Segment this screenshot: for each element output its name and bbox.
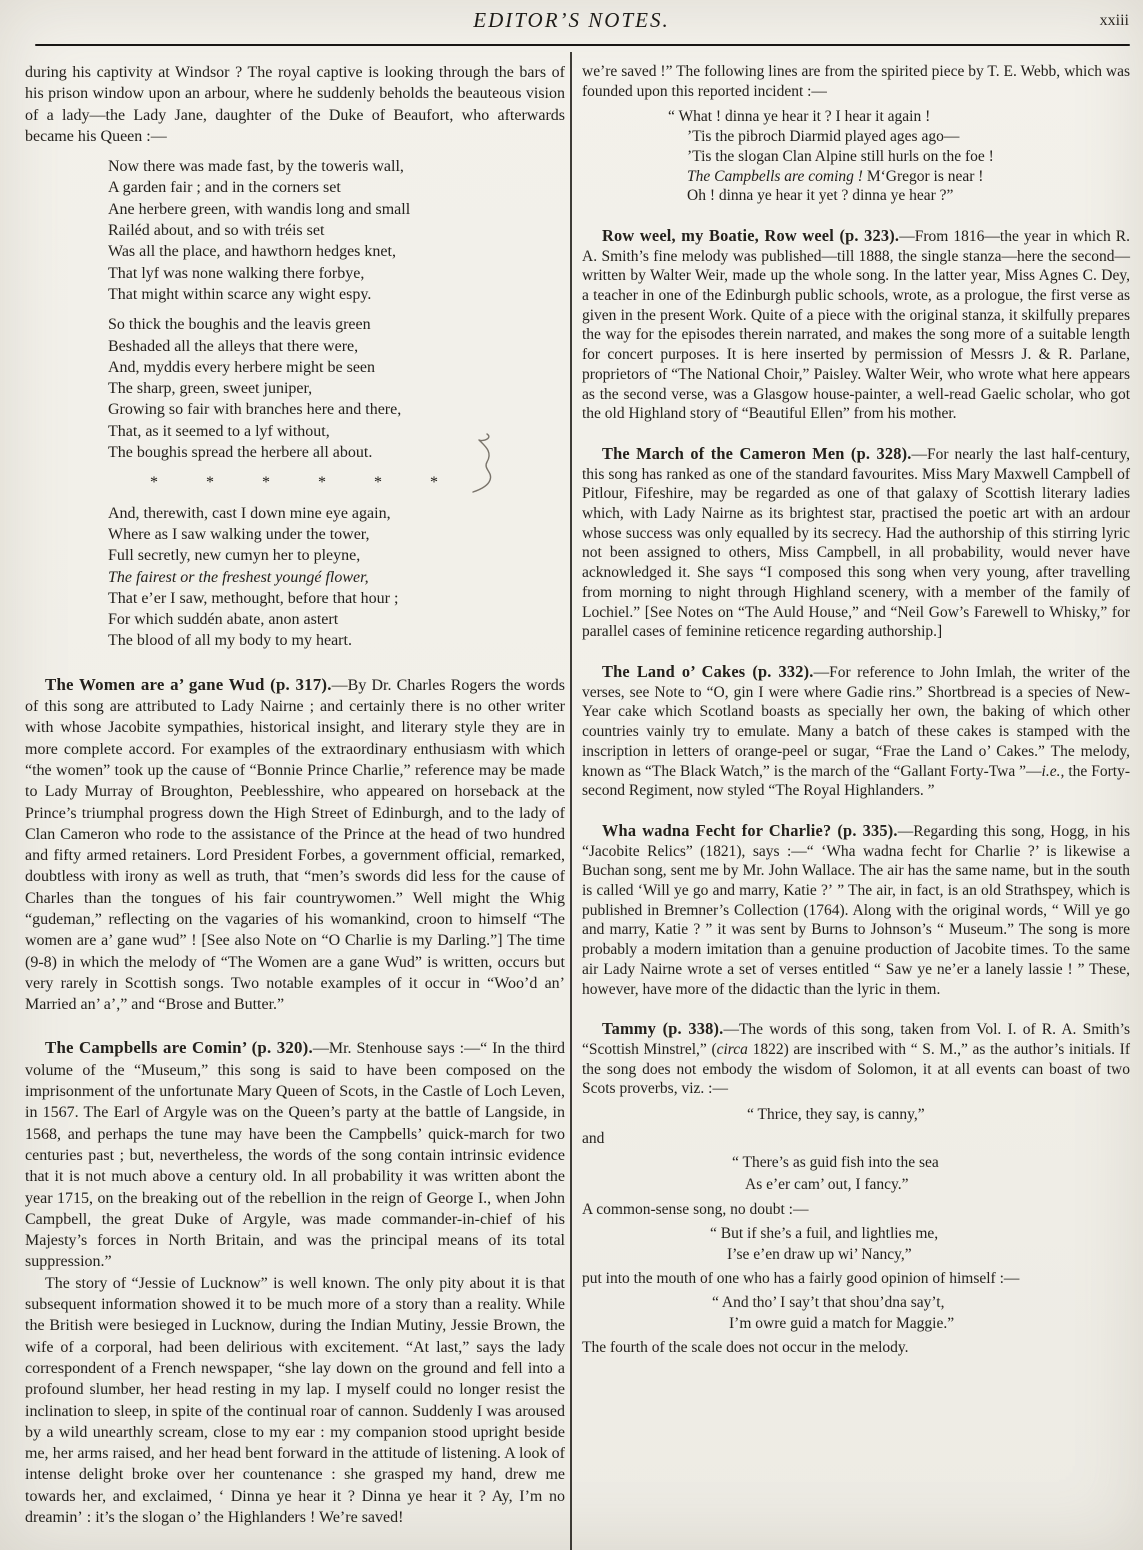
verse-line: That, as it seemed to a lyf without, bbox=[108, 422, 330, 440]
section-body: —Mr. Stenhouse says :—“ In the third volume of the “Museum,” this song is said to have been composed on the imprisonment of the unfortunate Mary Queen of Scots, in the Castle of Loch Leven, in 1567. The Earl of Argyle was on the Queen’s party at the battle of Langside, in 1568, and perhaps the tune may have been the Campbells’ quick-march for two centuries past ; but, nevertheless, the words of the song contain intrinsic evidence that it is not much above a century old. In all probability it was written abont the year 1715, on the breaking out of the rebellion in the reign of George I., when John Campbell, the great Duke of Argyle, was made commander-in-chief of his Majesty’s forces in North Britain, and was the principal means of its total suppression.” bbox=[25, 1040, 566, 1271]
verse-line: That lyf was none walking there forbye, bbox=[108, 264, 365, 282]
verse-line: ’Tis the slogan Clan Alpine still hurls on the foe ! bbox=[687, 147, 994, 165]
quote-stanza-webb bbox=[668, 107, 1130, 206]
column-divider bbox=[570, 52, 572, 1550]
page-number: xxiii bbox=[1099, 12, 1129, 29]
proverb-line: “ But if she’s a fuil, and lightlies me, bbox=[710, 1224, 939, 1242]
verse-line: The boughis spread the herbere all about. bbox=[108, 444, 373, 462]
section-body: —The words of this song, taken from Vol. I. of R. A. Smith’s “Scottish Minstrel,” ( bbox=[582, 1021, 1131, 1058]
poem-stanza-1 bbox=[108, 156, 565, 305]
connector-text: put into the mouth of one who has a fairly good opinion of himself :— bbox=[582, 1269, 1020, 1287]
proverb-line: “ There’s as guid fish into the sea bbox=[732, 1154, 939, 1172]
right-column bbox=[582, 62, 1130, 1360]
page-title: EDITOR’S NOTES. bbox=[473, 8, 670, 32]
section-heading: Row weel, my Boatie, Row weel (p. 323). bbox=[602, 225, 900, 245]
section-body-italic: i.e., bbox=[1041, 762, 1065, 780]
section-body: —Regarding this song, Hogg, in his “Jacobite Relics” (1821), says :—“ ‘Wha wadna fecht for Charlie ?’ is likewise a Buchan song, sent me by Mr. John Wallace. The air has the same name, but in the south is called ‘Will ye go and marry, Katie ?’ ” The air, in fact, is an old Strathspey, which is published in Bremner’s Collection (1764). Along with the original words, “ Will ye go and marry, Katie ? ” it was sent by Burns to Johnson’s “ Museum.” The song is more probably a modern imitation than a genuine production of Jacobite times. To the same air Lady Nairne wrote a set of verses entitled “ Saw ye ne’er a lanely lassie ! ” These, however, have more of the didactic than the lyric in them. bbox=[582, 822, 1130, 998]
verse-line: “ What ! dinna ye hear it ? I hear it again ! bbox=[668, 108, 931, 126]
note-section-landocakes bbox=[582, 662, 1130, 801]
note-section-women bbox=[25, 674, 565, 1016]
proverb-line: As e’er cam’ out, I fancy.” bbox=[745, 1176, 909, 1194]
verse-line: Full secretly, new cumyn her to pleyne, bbox=[108, 547, 361, 565]
closing-sentence: The fourth of the scale does not occur in the melody. bbox=[582, 1339, 909, 1357]
note-section-campbells bbox=[25, 1037, 565, 1272]
note-section-rowweel bbox=[582, 226, 1130, 424]
section-body-italic: circa bbox=[716, 1040, 748, 1058]
section-body: —For reference to John Imlah, the writer of the verses, see Note to “O, gin I were where Gadie rins.” Shortbread is a species of New-Year cake which Scotland boasts as specially her own, the baking of which other countries vainly try to emulate. Many a batch of these cakes is stamped with the inscription in letters of orange-peel or sugar, “Frae the Land o’ Cakes.” The melody, known as “The Black Watch,” is the march of the “Gallant Forty-Twa ”— bbox=[582, 663, 1130, 780]
note-section-tammy bbox=[582, 1019, 1130, 1099]
section-heading: The Campbells are Comin’ (p. 320). bbox=[45, 1038, 313, 1058]
verse-line: That e’er I saw, methought, before that hour ; bbox=[108, 589, 399, 607]
poem-stanza-2 bbox=[108, 314, 565, 463]
verse-line: For which suddén abate, anon astert bbox=[108, 611, 339, 629]
verse-line: Where as I saw walking under the tower, bbox=[108, 525, 370, 543]
section-body: the Forty-second Regiment, now styled “The Royal Highlanders. ” bbox=[582, 762, 1130, 800]
paragraph-continuation: we’re saved !” The following lines are from the spirited piece by T. E. Webb, which was founded upon this reported incident :— bbox=[582, 63, 1130, 100]
verse-line: So thick the boughis and the leavis green bbox=[108, 316, 371, 334]
proverb-line: I’m owre guid a match for Maggie.” bbox=[729, 1315, 955, 1333]
verse-line: The sharp, green, sweet juniper, bbox=[108, 380, 313, 398]
verse-line: And, myddis every herbere might be seen bbox=[108, 358, 376, 376]
section-heading: Tammy (p. 338). bbox=[602, 1019, 724, 1039]
verse-line-mixed bbox=[687, 167, 1130, 187]
verse-line: Ane herbere green, with wandis long and small bbox=[108, 200, 411, 218]
asterisk-separator: * * * * * * bbox=[150, 474, 438, 492]
section-heading: The Women are a’ gane Wud (p. 317). bbox=[45, 674, 332, 694]
verse-line: Growing so fair with branches here and there, bbox=[108, 401, 402, 419]
verse-line: And, therewith, cast I down mine eye again, bbox=[108, 504, 391, 522]
verse-line: Oh ! dinna ye hear it yet ? dinna ye hear ?” bbox=[687, 187, 954, 205]
left-column bbox=[25, 62, 565, 1528]
note-section-cameron bbox=[582, 444, 1130, 642]
verse-line: That might within scarce any wight espy. bbox=[108, 285, 372, 303]
connector-text: A common-sense song, no doubt :— bbox=[582, 1200, 809, 1218]
verse-line: ’Tis the pibroch Diarmid played ages ago— bbox=[687, 128, 960, 146]
header-rule bbox=[35, 44, 1130, 46]
verse-line: Now there was made fast, by the toweris wall, bbox=[108, 158, 404, 176]
section-heading: The Land o’ Cakes (p. 332). bbox=[602, 661, 814, 681]
verse-line-italic-part: The Campbells are coming ! bbox=[687, 167, 863, 185]
verse-line-roman-part: M‘Gregor is near ! bbox=[862, 167, 984, 185]
section-body: —By Dr. Charles Rogers the words of this song are attributed to Lady Nairne ; and certainly there is no other writer with whose Jacobite sympathies, historical insight, and literary style they are in more complete accord. For examples of the extraordinary enthusiasm with which “the women” took up the cause of “Bonnie Prince Charlie,” reference may be made to Lady Murray of Broughton, Peeblesshire, who appeared on horseback at the Prince’s triumphal progress down the High Street of Edinburgh, and to the lady of Clan Cameron who rode to the assistance of the Prince at the head of two hundred and fifty armed retainers. Lord President Forbes, a government official, remarked, doubtless with irony as well as truth, that “men’s swords did less for the cause of Charles than the tongues of his fair countrywomen.” Well might the Whig “gudeman,” reflecting on the vagaries of his womankind, croon to himself “The women are a’ gane wud” ! [See also Note on “O Charlie is my Darling.”] The time (9-8) in which the melody of “The Women are a gane Wud” is written, occurs but very rarely in Scottish songs. Two notable examples of it occur in “Woo’d an’ Married an’ a’,” and “Brose and Butter.” bbox=[25, 676, 566, 1014]
verse-line-italic: The fairest or the freshest youngé flower, bbox=[108, 568, 369, 586]
section-heading: Wha wadna Fecht for Charlie? (p. 335). bbox=[602, 820, 898, 840]
verse-line: Was all the place, and hawthorn hedges knet, bbox=[108, 243, 396, 261]
connector-text: and bbox=[582, 1129, 605, 1147]
verse-line: Railéd about, and so with tréis set bbox=[108, 222, 325, 240]
verse-line: Beshaded all the alleys that there were, bbox=[108, 337, 359, 355]
verse-line: The blood of all my body to my heart. bbox=[108, 632, 352, 650]
section-heading: The March of the Cameron Men (p. 328). bbox=[602, 443, 912, 463]
section-body: —From 1816—the year in which R. A. Smith’s fine melody was published—till 1888, the single stanza—here the second—written by Walter Weir, made up the whole song. In the latter year, Miss Agnes C. Dey, a teacher in one of the Edinburgh public schools, wrote, as a prologue, the first verse as given in the present Work. Quite of a piece with the original stanza, it skilfully prepares the way for the episodes therein narrated, and makes the song more of a suitable length for concert purposes. It is here inserted by permission of Messrs J. & R. Parlane, proprietors of “The National Choir,” Paisley. Walter Weir, who wrote what here appears as the second verse, was a Glasgow house-painter, a well-read Gaelic scholar, who got the old Highland story of “Beautiful Ellen” from his mother. bbox=[582, 227, 1130, 423]
section-body: —For nearly the last half-century, this song has ranked as one of the standard favourites. Miss Mary Maxwell Campbell of Pitlour, Fifeshire, may be regarded as one of that galaxy of Scottish literary ladies which, with Lady Nairne as its brightest star, practised the poetic art with an ardour whose success was only equalled by its secrecy. Had the authorship of this stirring lyric not been assigned to others, Miss Campbell, in all probability, would never have acknowledged it. She says “I composed this song when very young, after travelling from morning to night through Highland scenery, with a member of the family of Lochiel.” [See Notes on “The Auld House,” and “Neil Gow’s Farewell to Whisky,” for parallel cases of feminine reticence regarding authorship.] bbox=[582, 445, 1130, 641]
paragraph-continuation: during his captivity at Windsor ? The royal captive is looking through the bars of his prison window upon an arbour, where he suddenly beholds the beauteous vision of a lady—the Lady Jane, daughter of the Duke of Beaufort, who afterwards became his Queen :— bbox=[25, 64, 565, 145]
poem-stanza-3 bbox=[108, 503, 565, 652]
verse-line: A garden fair ; and in the corners set bbox=[108, 179, 341, 197]
proverb-line: “ And tho’ I say’t that shou’dna say’t, bbox=[712, 1293, 945, 1311]
proverb-line: I’se e’en draw up wi’ Nancy,” bbox=[727, 1246, 912, 1264]
proverb-line: “ Thrice, they say, is canny,” bbox=[747, 1106, 925, 1124]
note-section-whawadna bbox=[582, 821, 1130, 999]
section-body: 1822) are inscribed with “ S. M.,” as the author’s initials. If the song does not embody the wisdom of Solomon, it at all events can boast of two Scots proverbs, viz. :— bbox=[582, 1040, 1130, 1098]
paragraph-jessie-lucknow: The story of “Jessie of Lucknow” is well known. The only pity about it is that subsequent information showed it to be much more of a story than a reality. While the British were besieged in Lucknow, during the Indian Mutiny, Jessie Brown, the wife of a corporal, had been delirious with excitement. “At last,” says the lady correspondent of a French newspaper, “she lay down on the ground and fell into a profound slumber, her head resting in my lap. I myself could no longer resist the inclination to sleep, in spite of the continual roar of cannon. Suddenly I was aroused by a wild unearthly scream, close to my ear : my companion stood upright beside me, her arms raised, and her head bent forward in the attitude of listening. A look of intense delight broke over her countenance : she grasped my hand, drew me towards her, and exclaimed, ‘ Dinna ye hear it ? Dinna ye hear it ? Ay, I’m no dreamin’ : it’s the slogan o’ the Highlanders ! We’re saved! bbox=[25, 1274, 565, 1526]
